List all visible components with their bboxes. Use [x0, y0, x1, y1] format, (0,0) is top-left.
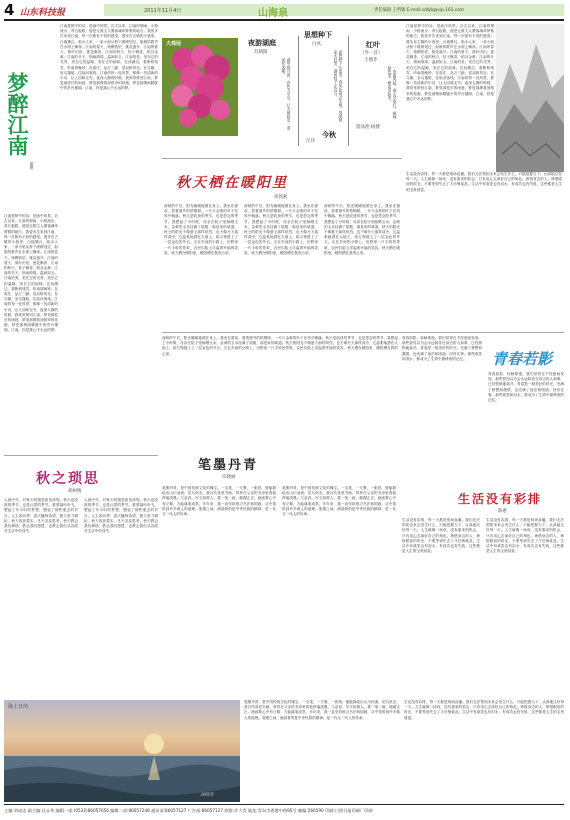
paper-name: 山东科技报: [20, 8, 66, 18]
article-dream-jiangnan: [4, 24, 159, 333]
poem3-body: 一夜霜风起，满山尽染红。枫林秋色里，醉看夕阳中。: [388, 66, 398, 120]
right-column-text: 江南是梦中的诗，是画中的景。自古以来，江南的烟雨、小桥流水、青石板路，便是无数文人墨客魂牵梦萦的地方。我曾多次来到江南，每一次都有不同的感受。漫步在古镇的小巷里，白墙黛瓦，临水人家，一条小船从桥下缓缓划过，船娘的歌声在水面上飘荡。江南的春天，杨柳依依，桃花盛开；江南的夏天，荷叶田田，莲花飘香；江南的秋天，桂子飘香，稻谷金黄；江南的冬天，细雨绵绵，温润如玉。江南的美，美在它的灵秀，美在它的温婉，美在它的韵味。在西湖边，看断桥残雪，听南屏晚钟；在周庄，品万三蹄，赏双桥风光；在乌镇，坐乌篷船，住临河客栈。江南的每一处风景，都像一首清新的小诗，让人回味无穷。夜深人静的时候，我常常梦回江南，梦见那悠长的雨巷，梦见那撑着油纸伞的姑娘，梦见那烟雨朦胧中的亭台楼阁。江南，你是我心中永远的梦。: [406, 24, 494, 101]
article-author: 陈惠: [498, 509, 507, 514]
article-author: 黄建: [30, 162, 35, 170]
article-body-left: 青春如影，转瞬即逝。我们常常在不经意间发现，那些曾经以为会永远陪伴在身边的人和事，已经悄悄地离开。青春是一段美好的时光，充满了梦想和激情，也充满了迷茫和困惑。回首往事，那些欢笑和泪水，都成为了生命中最珍贵的记忆。: [402, 336, 482, 361]
flower-illustration: [162, 38, 238, 136]
article-title: 青春若影: [492, 350, 553, 368]
article-life-colorful: [402, 488, 564, 696]
poem2-body: 思想种下心田里，春风化雨自生根。莫道秋来无好景，满园桂子正芬芬。: [334, 50, 344, 123]
rule-left-mid: [4, 455, 158, 456]
seascape-painting: [4, 700, 240, 802]
date-line: 2011年11月4日: [144, 8, 182, 14]
poem-divider: [298, 36, 299, 146]
article-body-col1: 人到中年，对秋天的感觉愈发深刻。秋天是成熟的季节，也是反思的季节。看着落叶纷飞，想起了年少时的梦想，想起了那些逝去的岁月。人生如四季，春天播种希望，夏天努力耕耘，秋天收获果实，冬天沉淀思考。秋天教会我们珍惜，教会我们感恩，也教会我们从容面对生活中的得失。: [4, 498, 78, 534]
article-author: 胡树梅: [68, 489, 82, 494]
poem3-note: 游泳池·杨楼: [356, 125, 380, 130]
poem-divider-2: [348, 36, 349, 146]
poem3-author: 王德步: [364, 58, 378, 63]
painting-signature: 刘绍华: [200, 793, 214, 798]
article-title: 梦醉江南: [5, 72, 30, 156]
poem2-title: 思想种下: [304, 30, 332, 39]
section-name: 山海泉: [258, 8, 288, 19]
lower-mid-text: 笔墨丹青，是中国传统文化的瑰宝。一支笔，一方墨，一张纸，便能描绘出山川河流，花鸟鱼虫。我自幼喜爱书画，常常在父亲的书房里看他挥毫泼墨。父亲说，写字如做人，要一笔一画，端端正正。画画要心中有丘壑，方能落笔成景。多年来，我一直坚持练习书法和国画，从中领悟到许多做人的道理。笔墨之间，流淌着的是中华民族的精神，是一代又一代人的传承。: [244, 700, 400, 720]
article-body-col1: 生活没有彩排，每一天都是现场直播。我们无法预知未来会发生什么，只能把握当下，认真地过好每一天。人生就像一场戏，没有重来的机会，只有用心去演好自己的角色。珍惜身边的人，珍惜眼前的时光，不要等到失去了才后悔莫及。生活中有欢笑也有泪水，有成功也有失败，这些都是人生的宝贵财富。: [402, 518, 480, 554]
painting-caption: 海上日出: [8, 704, 29, 710]
lower-right-text: 生活没有彩排，每一天都是现场直播。我们无法预知未来会发生什么，只能把握当下，认真地过好每一天。人生就像一场戏，没有重来的机会，只有用心去演好自己的角色。珍惜身边的人，珍惜眼前的时光，不要等到失去了才后悔莫及。生活中有欢笑也有泪水，有成功也有失败，这些都是人生的宝贵财富。: [404, 700, 564, 720]
article-youth: [402, 336, 564, 484]
masthead-rule: [4, 19, 564, 21]
page-number: 4: [4, 1, 15, 19]
footer-line: 主编:刘成忠 副主编:任永华 编辑一部:(0532)86057656 编辑二部:86057246 通讯部:86057127 广告部:86057127 照排:许大青 地址:青岛市香港中路95号 邮编:266590 印刷:日照日报印刷厂印刷: [4, 808, 373, 813]
article-author: 许晓丽: [222, 475, 236, 480]
landscape-painting: [496, 24, 564, 172]
article-title: 秋天栖在暖阳里: [176, 175, 288, 191]
article-body-col2: 深秋的午后，阳光暖暖地照在身上。我坐在窗前，看着窗外的梧桐树，一片片金黄的叶子在风中飘落。秋天是收获的季节，也是思念的季节。我想起了小时候，母亲在院子里晾晒玉米，金黄的玉米挂满了屋檐，那是家的味道。秋天的阳光不像夏天那样炽烈，也不像冬天那样清冷，它温柔地洒在大地上，给万物披上了一层金色的外衣。走在乡间的小路上，田野里一片丰收的景象，农民们脸上洋溢着幸福的笑容。秋天栖在暖阳里，暖阳栖在我的心里。: [244, 204, 318, 255]
flower-photo: [162, 38, 238, 136]
photo-caption: 大鸡冠: [166, 41, 182, 47]
editor-line: 责任编辑 王哲敏 E-mail:sdkjb@vip.163.com: [374, 8, 464, 13]
article-body-col2: 生活没有彩排，每一天都是现场直播。我们无法预知未来会发生什么，只能把握当下，认真地过好每一天。人生就像一场戏，没有重来的机会，只有用心去演好自己的角色。珍惜身边的人，珍惜眼前的时光，不要等到失去了才后悔莫及。生活中有欢笑也有泪水，有成功也有失败，这些都是人生的宝贵财富。: [486, 518, 564, 554]
article-body-col3: 深秋的午后，阳光暖暖地照在身上。我坐在窗前，看着窗外的梧桐树，一片片金黄的叶子在风中飘落。秋天是收获的季节，也是思念的季节。我想起了小时候，母亲在院子里晾晒玉米，金黄的玉米挂满了屋檐，那是家的味道。秋天的阳光不像夏天那样炽烈，也不像冬天那样清冷，它温柔地洒在大地上，给万物披上了一层金色的外衣。走在乡间的小路上，田野里一片丰收的景象，农民们脸上洋溢着幸福的笑容。秋天栖在暖阳里，暖阳栖在我的心里。: [324, 204, 400, 255]
article-body-col2: 人到中年，对秋天的感觉愈发深刻。秋天是成熟的季节，也是反思的季节。看着落叶纷飞，想起了年少时的梦想，想起了那些逝去的岁月。人生如四季，春天播种希望，夏天努力耕耘，秋天收获果实，冬天沉淀思考。秋天教会我们珍惜，教会我们感恩，也教会我们从容面对生活中的得失。: [84, 498, 158, 534]
poem-today-author: 汪洋: [306, 139, 315, 144]
right-column-text-2: 生活没有彩排，每一天都是现场直播。我们无法预知未来会发生什么，只能把握当下，认真地过好每一天。人生就像一场戏，没有重来的机会，只有用心去演好自己的角色。珍惜身边的人，珍惜眼前的时光，不要等到失去了才后悔莫及。生活中有欢笑也有泪水，有成功也有失败，这些都是人生的宝贵财富。: [406, 172, 562, 192]
article-body-upper: 深秋的午后，阳光暖暖地照在身上。我坐在窗前，看着窗外的梧桐树，一片片金黄的叶子在风中飘落。秋天是收获的季节，也是思念的季节。我想起了小时候，母亲在院子里晾晒玉米，金黄的玉米挂满了屋檐，那是家的味道。秋天的阳光不像夏天那样炽烈，也不像冬天那样清冷，它温柔地洒在大地上，给万物披上了一层金色的外衣。走在乡间的小路上，田野里一片丰收的景象，农民们脸上洋溢着幸福的笑容。秋天栖在暖阳里，暖阳栖在我的心里。: [162, 336, 398, 356]
article-body-col2: 笔墨丹青，是中国传统文化的瑰宝。一支笔，一方墨，一张纸，便能描绘出山川河流，花鸟鱼虫。我自幼喜爱书画，常常在父亲的书房里看他挥毫泼墨。父亲说，写字如做人，要一笔一画，端端正正。画画要心中有丘壑，方能落笔成景。多年来，我一直坚持练习书法和国画，从中领悟到许多做人的道理。笔墨之间，流淌着的是中华民族的精神，是一代又一代人的传承。: [282, 486, 396, 517]
poem3-title: 红叶: [366, 40, 380, 49]
article-author: 孙凯莉: [274, 195, 288, 200]
footer-rule: [4, 804, 564, 805]
masthead: [0, 0, 570, 20]
article-title: 笔墨丹青: [198, 458, 259, 473]
poem1-body: 湖中烟月淡，夜色入平川。灯火照秋水，清风吹客船。: [282, 58, 292, 131]
article-autumn-teacher: [162, 160, 402, 330]
article-body-col1: 深秋的午后，阳光暖暖地照在身上。我坐在窗前，看着窗外的梧桐树，一片片金黄的叶子在风中飘落。秋天是收获的季节，也是思念的季节。我想起了小时候，母亲在院子里晾晒玉米，金黄的玉米挂满了屋檐，那是家的味道。秋天的阳光不像夏天那样炽烈，也不像冬天那样清冷，它温柔地洒在大地上，给万物披上了一层金色的外衣。走在乡间的小路上，田野里一片丰收的景象，农民们脸上洋溢着幸福的笑容。秋天栖在暖阳里，暖阳栖在我的心里。: [164, 204, 238, 255]
article-title: 秋之琐思: [36, 471, 100, 487]
article-pen-pictures: [162, 336, 398, 696]
poem2-author: 白风: [312, 42, 321, 47]
article-title: 生活没有彩排: [458, 492, 543, 506]
poems-section: [244, 24, 402, 154]
article-body: 江南是梦中的诗，是画中的景。自古以来，江南的烟雨、小桥流水、青石板路，便是无数文人墨客魂牵梦萦的地方。我曾多次来到江南，每一次都有不同的感受。漫步在古镇的小巷里，白墙黛瓦，临水人家，一条小船从桥下缓缓划过，船娘的歌声在水面上飘荡。江南的春天，杨柳依依，桃花盛开；江南的夏天，荷叶田田，莲花飘香；江南的秋天，桂子飘香，稻谷金黄；江南的冬天，细雨绵绵，温润如玉。江南的美，美在它的灵秀，美在它的温婉，美在它的韵味。在西湖边，看断桥残雪，听南屏晚钟；在周庄，品万三蹄，赏双桥风光；在乌镇，坐乌篷船，住临河客栈。江南的每一处风景，都像一首清新的小诗，让人回味无穷。夜深人静的时候，我常常梦回江南，梦见那悠长的雨巷，梦见那撑着油纸伞的姑娘，梦见那烟雨朦胧中的亭台楼阁。江南，你是我心中永远的梦。: [60, 24, 158, 91]
mountain-illustration: [496, 24, 564, 172]
seascape-illustration: [4, 700, 240, 802]
poem3-subtitle: （外一首）: [360, 51, 383, 56]
article-body-lower: 江南是梦中的诗，是画中的景。自古以来，江南的烟雨、小桥流水、青石板路，便是无数文人墨客魂牵梦萦的地方。我曾多次来到江南，每一次都有不同的感受。漫步在古镇的小巷里，白墙黛瓦，临水人家，一条小船从桥下缓缓划过，船娘的歌声在水面上飘荡。江南的春天，杨柳依依，桃花盛开；江南的夏天，荷叶田田，莲花飘香；江南的秋天，桂子飘香，稻谷金黄；江南的冬天，细雨绵绵，温润如玉。江南的美，美在它的灵秀，美在它的温婉，美在它的韵味。在西湖边，看断桥残雪，听南屏晚钟；在周庄，品万三蹄，赏双桥风光；在乌镇，坐乌篷船，住临河客栈。江南的每一处风景，都像一首清新的小诗，让人回味无穷。夜深人静的时候，我常常梦回江南，梦见那悠长的雨巷，梦见那撑着油纸伞的姑娘，梦见那烟雨朦胧中的亭台楼阁。江南，你是我心中永远的梦。: [4, 214, 58, 333]
rule-mid-top: [162, 158, 402, 159]
article-body-col1: 笔墨丹青，是中国传统文化的瑰宝。一支笔，一方墨，一张纸，便能描绘出山川河流，花鸟鱼虫。我自幼喜爱书画，常常在父亲的书房里看他挥毫泼墨。父亲说，写字如做人，要一笔一画，端端正正。画画要心中有丘壑，方能落笔成景。多年来，我一直坚持练习书法和国画，从中领悟到许多做人的道理。笔墨之间，流淌着的是中华民族的精神，是一代又一代人的传承。: [162, 486, 276, 517]
article-autumn-thoughts: [4, 458, 158, 698]
article-body-right: 青春如影，转瞬即逝。我们常常在不经意间发现，那些曾经以为会永远陪伴在身边的人和事，已经悄悄地离开。青春是一段美好的时光，充满了梦想和激情，也充满了迷茫和困惑。回首往事，那些欢笑和泪水，都成为了生命中最珍贵的记忆。: [488, 372, 564, 403]
poem1-author: 苏朝阳: [254, 50, 268, 55]
rule-lower: [162, 332, 564, 333]
poem-today-title: 今秋: [322, 130, 336, 139]
poem1-title: 夜游湖庭: [248, 38, 276, 47]
